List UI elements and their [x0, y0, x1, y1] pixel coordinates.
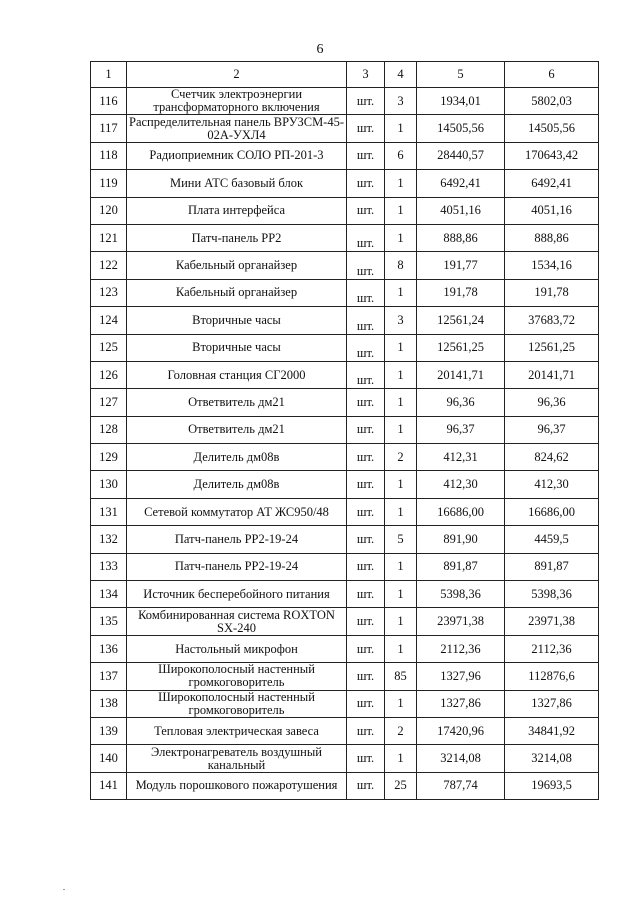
unit-price-cell: 1934,01 [417, 88, 505, 115]
row-number-cell: 118 [91, 142, 127, 169]
row-number-cell: 117 [91, 115, 127, 142]
table-row [91, 471, 599, 498]
table-row [91, 88, 599, 115]
item-name-cell: Радиоприемник СОЛО РП-201-3 [127, 142, 347, 169]
unit-cell: шт. [347, 88, 385, 115]
total-cell: 3214,08 [505, 745, 599, 772]
header-cell-3: 3 [347, 62, 385, 88]
row-number-cell: 119 [91, 170, 127, 197]
item-name-cell: Кабельный органайзер [127, 252, 347, 279]
quantity-cell: 8 [385, 252, 417, 279]
unit-price-cell: 16686,00 [417, 498, 505, 525]
quantity-cell: 1 [385, 197, 417, 224]
unit-price-cell: 888,86 [417, 224, 505, 251]
unit-price-cell: 412,30 [417, 471, 505, 498]
table-row [91, 142, 599, 169]
unit-cell: шт. [347, 252, 385, 279]
total-cell: 12561,25 [505, 334, 599, 361]
unit-price-cell: 1327,96 [417, 663, 505, 690]
quantity-cell: 1 [385, 416, 417, 443]
unit-cell: шт. [347, 361, 385, 388]
table-row [91, 170, 599, 197]
unit-cell: шт. [347, 772, 385, 799]
header-cell-5: 5 [417, 62, 505, 88]
unit-price-cell: 412,31 [417, 444, 505, 471]
total-cell: 20141,71 [505, 361, 599, 388]
total-cell: 1327,86 [505, 690, 599, 717]
unit-cell: шт. [347, 307, 385, 334]
unit-price-cell: 12561,25 [417, 334, 505, 361]
quantity-cell: 1 [385, 553, 417, 580]
unit-cell: шт. [347, 389, 385, 416]
total-cell: 888,86 [505, 224, 599, 251]
quantity-cell: 5 [385, 526, 417, 553]
total-cell: 37683,72 [505, 307, 599, 334]
unit-price-cell: 12561,24 [417, 307, 505, 334]
quantity-cell: 1 [385, 690, 417, 717]
item-name-cell: Патч-панель РР2-19-24 [127, 553, 347, 580]
item-name-cell: Кабельный органайзер [127, 279, 347, 306]
total-cell: 4459,5 [505, 526, 599, 553]
unit-cell: шт. [347, 581, 385, 608]
item-name-cell: Патч-панель РР2 [127, 224, 347, 251]
total-cell: 23971,38 [505, 608, 599, 635]
unit-price-cell: 787,74 [417, 772, 505, 799]
item-name-cell: Мини АТС базовый блок [127, 170, 347, 197]
unit-cell: шт. [347, 115, 385, 142]
unit-cell: шт. [347, 745, 385, 772]
quantity-cell: 1 [385, 389, 417, 416]
item-name-cell: Настольный микрофон [127, 635, 347, 662]
row-number-cell: 123 [91, 279, 127, 306]
row-number-cell: 141 [91, 772, 127, 799]
unit-cell: шт. [347, 471, 385, 498]
table-row [91, 252, 599, 279]
row-number-cell: 134 [91, 581, 127, 608]
item-name-cell: Сетевой коммутатор АТ ЖС950/48 [127, 498, 347, 525]
unit-price-cell: 2112,36 [417, 635, 505, 662]
item-name-cell: Патч-панель РР2-19-24 [127, 526, 347, 553]
row-number-cell: 140 [91, 745, 127, 772]
total-cell: 2112,36 [505, 635, 599, 662]
total-cell: 96,36 [505, 389, 599, 416]
unit-price-cell: 6492,41 [417, 170, 505, 197]
quantity-cell: 2 [385, 717, 417, 744]
total-cell: 5398,36 [505, 581, 599, 608]
quantity-cell: 1 [385, 279, 417, 306]
table-row [91, 745, 599, 772]
unit-price-cell: 20141,71 [417, 361, 505, 388]
unit-price-cell: 23971,38 [417, 608, 505, 635]
unit-cell: шт. [347, 690, 385, 717]
item-name-cell: Плата интерфейса [127, 197, 347, 224]
header-cell-2: 2 [127, 62, 347, 88]
quantity-cell: 1 [385, 361, 417, 388]
quantity-cell: 1 [385, 635, 417, 662]
row-number-cell: 125 [91, 334, 127, 361]
unit-cell: шт. [347, 553, 385, 580]
table-row [91, 608, 599, 635]
table-row [91, 115, 599, 142]
quantity-cell: 6 [385, 142, 417, 169]
quantity-cell: 1 [385, 498, 417, 525]
unit-cell: шт. [347, 416, 385, 443]
total-cell: 5802,03 [505, 88, 599, 115]
unit-cell: шт. [347, 444, 385, 471]
quantity-cell: 1 [385, 224, 417, 251]
item-name-cell: Делитель дм08в [127, 444, 347, 471]
item-name-cell: Комбинированная система ROXTON SX-240 [127, 608, 347, 635]
row-number-cell: 139 [91, 717, 127, 744]
quantity-cell: 1 [385, 471, 417, 498]
quantity-cell: 25 [385, 772, 417, 799]
total-cell: 14505,56 [505, 115, 599, 142]
unit-price-cell: 891,87 [417, 553, 505, 580]
total-cell: 191,78 [505, 279, 599, 306]
item-name-cell: Широкополосный настенный громкоговоритель [127, 690, 347, 717]
unit-cell: шт. [347, 279, 385, 306]
item-name-cell: Электронагреватель воздушный канальный [127, 745, 347, 772]
item-name-cell: Счетчик электроэнергии трансформаторного включения [127, 88, 347, 115]
unit-price-cell: 28440,57 [417, 142, 505, 169]
total-cell: 412,30 [505, 471, 599, 498]
table-row [91, 553, 599, 580]
row-number-cell: 133 [91, 553, 127, 580]
header-cell-1: 1 [91, 62, 127, 88]
header-cell-6: 6 [505, 62, 599, 88]
table-row [91, 635, 599, 662]
item-name-cell: Головная станция СГ2000 [127, 361, 347, 388]
row-number-cell: 127 [91, 389, 127, 416]
unit-price-cell: 14505,56 [417, 115, 505, 142]
row-number-cell: 126 [91, 361, 127, 388]
unit-price-cell: 191,77 [417, 252, 505, 279]
row-number-cell: 130 [91, 471, 127, 498]
unit-price-cell: 4051,16 [417, 197, 505, 224]
table-row [91, 772, 599, 799]
unit-price-cell: 3214,08 [417, 745, 505, 772]
table-row [91, 197, 599, 224]
unit-cell: шт. [347, 526, 385, 553]
page-number: 6 [316, 42, 324, 57]
total-cell: 4051,16 [505, 197, 599, 224]
quantity-cell: 85 [385, 663, 417, 690]
table-row [91, 389, 599, 416]
unit-cell: шт. [347, 334, 385, 361]
total-cell: 170643,42 [505, 142, 599, 169]
unit-cell: шт. [347, 197, 385, 224]
items-table [90, 61, 599, 800]
item-name-cell: Источник бесперебойного питания [127, 581, 347, 608]
item-name-cell: Тепловая электрическая завеса [127, 717, 347, 744]
row-number-cell: 135 [91, 608, 127, 635]
row-number-cell: 137 [91, 663, 127, 690]
item-name-cell: Ответвитель дм21 [127, 416, 347, 443]
unit-cell: шт. [347, 498, 385, 525]
total-cell: 96,37 [505, 416, 599, 443]
unit-cell: шт. [347, 635, 385, 662]
unit-price-cell: 96,37 [417, 416, 505, 443]
unit-price-cell: 17420,96 [417, 717, 505, 744]
item-name-cell: Широкополосный настенный громкоговоритель [127, 663, 347, 690]
item-name-cell: Вторичные часы [127, 334, 347, 361]
row-number-cell: 129 [91, 444, 127, 471]
table-row [91, 663, 599, 690]
row-number-cell: 131 [91, 498, 127, 525]
scan-speck [63, 889, 65, 890]
unit-price-cell: 96,36 [417, 389, 505, 416]
table-row [91, 498, 599, 525]
header-cell-4: 4 [385, 62, 417, 88]
total-cell: 34841,92 [505, 717, 599, 744]
unit-price-cell: 191,78 [417, 279, 505, 306]
unit-cell: шт. [347, 224, 385, 251]
table-row [91, 581, 599, 608]
quantity-cell: 2 [385, 444, 417, 471]
row-number-cell: 116 [91, 88, 127, 115]
quantity-cell: 3 [385, 307, 417, 334]
header-row [91, 62, 599, 88]
quantity-cell: 1 [385, 334, 417, 361]
row-number-cell: 121 [91, 224, 127, 251]
table-row [91, 279, 599, 306]
quantity-cell: 3 [385, 88, 417, 115]
unit-cell: шт. [347, 717, 385, 744]
row-number-cell: 136 [91, 635, 127, 662]
table-row [91, 717, 599, 744]
row-number-cell: 138 [91, 690, 127, 717]
table-row [91, 416, 599, 443]
unit-cell: шт. [347, 142, 385, 169]
row-number-cell: 122 [91, 252, 127, 279]
total-cell: 19693,5 [505, 772, 599, 799]
table-row [91, 526, 599, 553]
unit-price-cell: 1327,86 [417, 690, 505, 717]
table-row [91, 334, 599, 361]
table-row [91, 307, 599, 334]
total-cell: 1534,16 [505, 252, 599, 279]
quantity-cell: 1 [385, 745, 417, 772]
table-row [91, 224, 599, 251]
row-number-cell: 124 [91, 307, 127, 334]
item-name-cell: Делитель дм08в [127, 471, 347, 498]
table-row [91, 690, 599, 717]
item-name-cell: Вторичные часы [127, 307, 347, 334]
row-number-cell: 128 [91, 416, 127, 443]
unit-price-cell: 891,90 [417, 526, 505, 553]
total-cell: 824,62 [505, 444, 599, 471]
unit-price-cell: 5398,36 [417, 581, 505, 608]
quantity-cell: 1 [385, 115, 417, 142]
table-row [91, 361, 599, 388]
row-number-cell: 132 [91, 526, 127, 553]
total-cell: 112876,6 [505, 663, 599, 690]
total-cell: 16686,00 [505, 498, 599, 525]
total-cell: 891,87 [505, 553, 599, 580]
quantity-cell: 1 [385, 170, 417, 197]
item-name-cell: Модуль порошкового пожаротушения [127, 772, 347, 799]
unit-cell: шт. [347, 170, 385, 197]
unit-cell: шт. [347, 663, 385, 690]
table-row [91, 444, 599, 471]
total-cell: 6492,41 [505, 170, 599, 197]
item-name-cell: Ответвитель дм21 [127, 389, 347, 416]
quantity-cell: 1 [385, 608, 417, 635]
row-number-cell: 120 [91, 197, 127, 224]
item-name-cell: Распределительная панель ВРУЗСМ-45-02А-УХЛ4 [127, 115, 347, 142]
quantity-cell: 1 [385, 581, 417, 608]
unit-cell: шт. [347, 608, 385, 635]
